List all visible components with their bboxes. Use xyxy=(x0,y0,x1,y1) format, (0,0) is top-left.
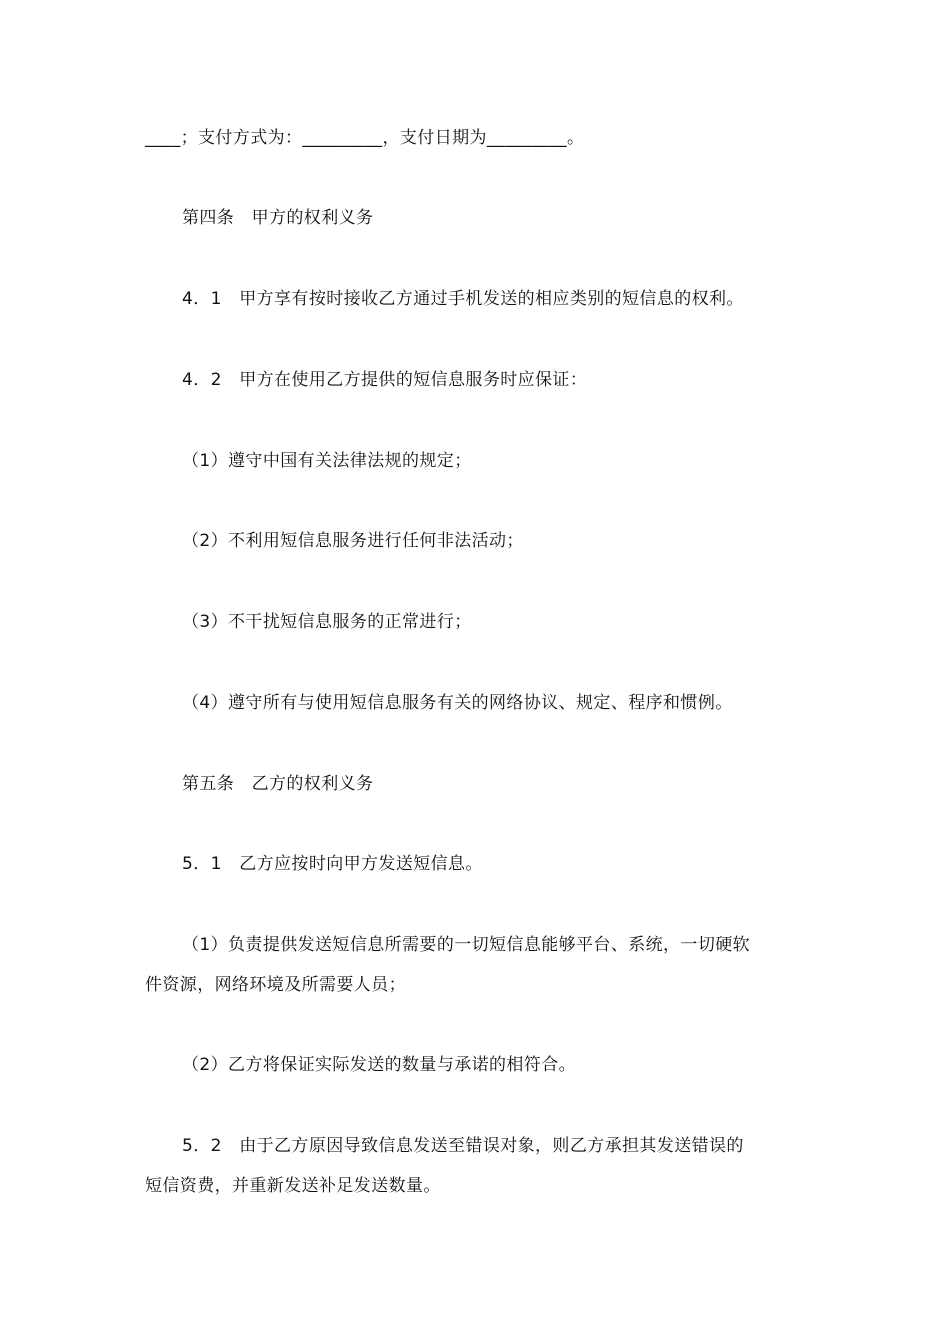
clause-5-1-item-2: （2）乙方将保证实际发送的数量与承诺的相符合。 xyxy=(182,1055,577,1075)
article-4-heading: 第四条 甲方的权利义务 xyxy=(182,208,374,228)
clause-4-2-item-2: （2）不利用短信息服务进行任何非法活动； xyxy=(182,531,524,551)
clause-5-2-continued: 短信资费，并重新发送补足发送数量。 xyxy=(145,1176,441,1196)
clause-4-2-item-1: （1）遵守中国有关法律法规的规定； xyxy=(182,451,472,471)
clause-5-1-item-1-continued: 件资源，网络环境及所需要人员； xyxy=(145,975,406,995)
clause-5-2: 5．2 由于乙方原因导致信息发送至错误对象，则乙方承担其发送错误的 xyxy=(182,1136,744,1156)
clause-4-2-item-3: （3）不干扰短信息服务的正常进行； xyxy=(182,612,472,632)
clause-5-1: 5．1 乙方应按时向甲方发送短信息。 xyxy=(182,854,483,874)
article-5-heading: 第五条 乙方的权利义务 xyxy=(182,774,374,794)
clause-4-1: 4．1 甲方享有按时接收乙方通过手机发送的相应类别的短信息的权利。 xyxy=(182,289,744,309)
clause-5-1-item-1: （1）负责提供发送短信息所需要的一切短信息能够平台、系统，一切硬软 xyxy=(182,935,751,955)
clause-4-2-item-4: （4）遵守所有与使用短信息服务有关的网络协议、规定、程序和惯例。 xyxy=(182,693,733,713)
clause-4-2: 4．2 甲方在使用乙方提供的短信息服务时应保证： xyxy=(182,370,588,390)
payment-terms-line: ____；支付方式为：_________，支付日期为_________。 xyxy=(145,128,585,148)
